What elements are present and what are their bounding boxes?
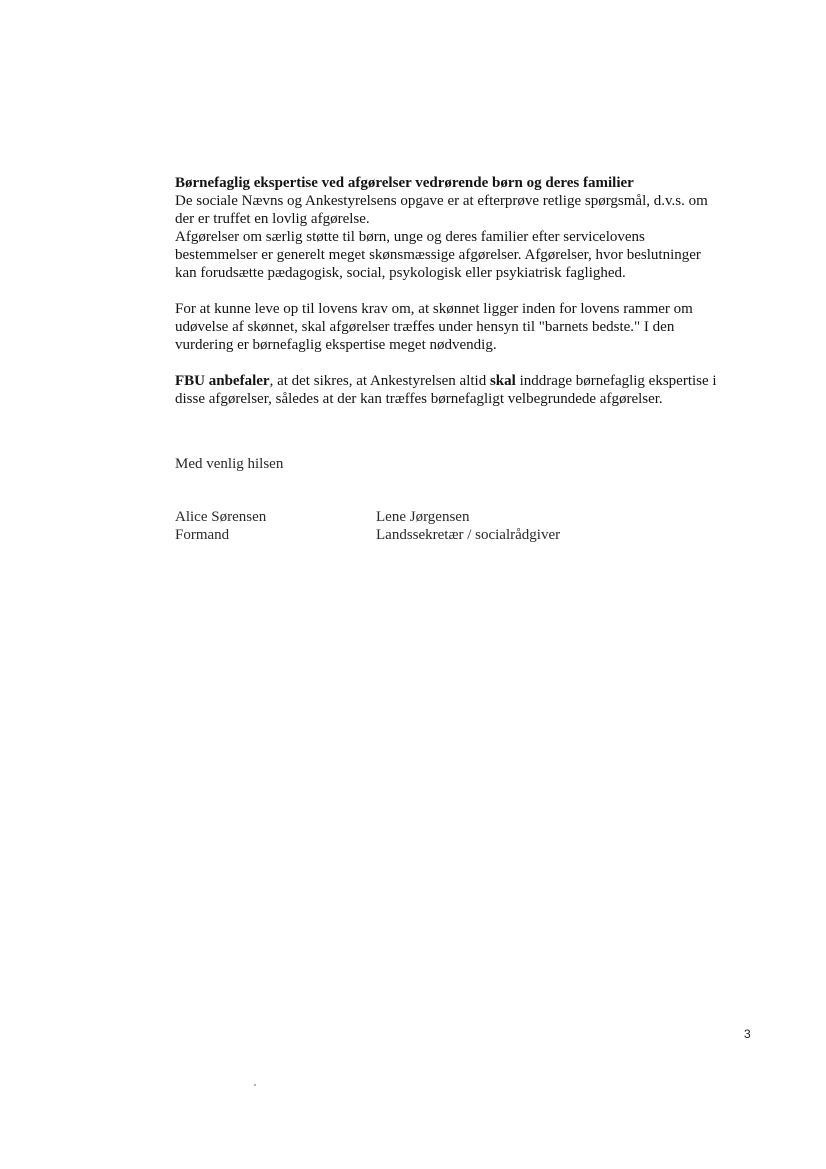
paragraph-1-line-1: De sociale Nævns og Ankestyrelsens opgave er at efterprøve retlige spørgsmål, d.v.s. om	[175, 193, 708, 209]
page-number: 3	[744, 1027, 751, 1041]
paragraph-2-line-1: For at kunne leve op til lovens krav om, at skønnet ligger inden for lovens rammer om	[175, 301, 693, 317]
document-body	[175, 174, 755, 408]
paragraph-1-line-2: der er truffet en lovlig afgørelse.	[175, 211, 370, 227]
signatory-title: Landssekretær / socialrådgiver	[376, 527, 561, 543]
recommendation-emphasis: skal	[489, 373, 516, 389]
paragraph-1-line-4: bestemmelser er generelt meget skønsmæssige afgørelser. Afgørelser, hvor beslutninger	[175, 247, 701, 263]
signature-block-1	[175, 508, 266, 544]
signatory-title: Formand	[175, 527, 230, 543]
recommendation-line-2: disse afgørelser, således at der kan træffes børnefagligt velbegrundede afgørelser.	[175, 391, 663, 407]
signatory-name: Lene Jørgensen	[376, 509, 470, 525]
recommendation-lead: FBU anbefaler	[175, 373, 270, 389]
section-heading: Børnefaglig ekspertise ved afgørelser vedrørende børn og deres familier	[175, 175, 634, 191]
paragraph-1-line-3: Afgørelser om særlig støtte til børn, unge og deres familier efter servicelovens	[175, 229, 645, 245]
closing-salutation: Med venlig hilsen	[175, 456, 284, 472]
paragraph-1-line-5: kan forudsætte pædagogisk, social, psykologisk eller psykiatrisk faglighed.	[175, 265, 626, 281]
recommendation-line-1	[175, 372, 755, 390]
paragraph-2-line-2: udøvelse af skønnet, skal afgørelser træffes under hensyn til "barnets bedste." I den	[175, 319, 675, 335]
scan-speck	[254, 1084, 256, 1086]
recommendation-text-a: , at det sikres, at Ankestyrelsen altid	[269, 373, 490, 389]
recommendation-text-b: inddrage børnefaglig ekspertise i	[515, 373, 717, 389]
signatory-name: Alice Sørensen	[175, 509, 267, 525]
signature-block-2	[376, 508, 560, 544]
paragraph-2-line-3: vurdering er børnefaglig ekspertise meget nødvendig.	[175, 337, 497, 353]
